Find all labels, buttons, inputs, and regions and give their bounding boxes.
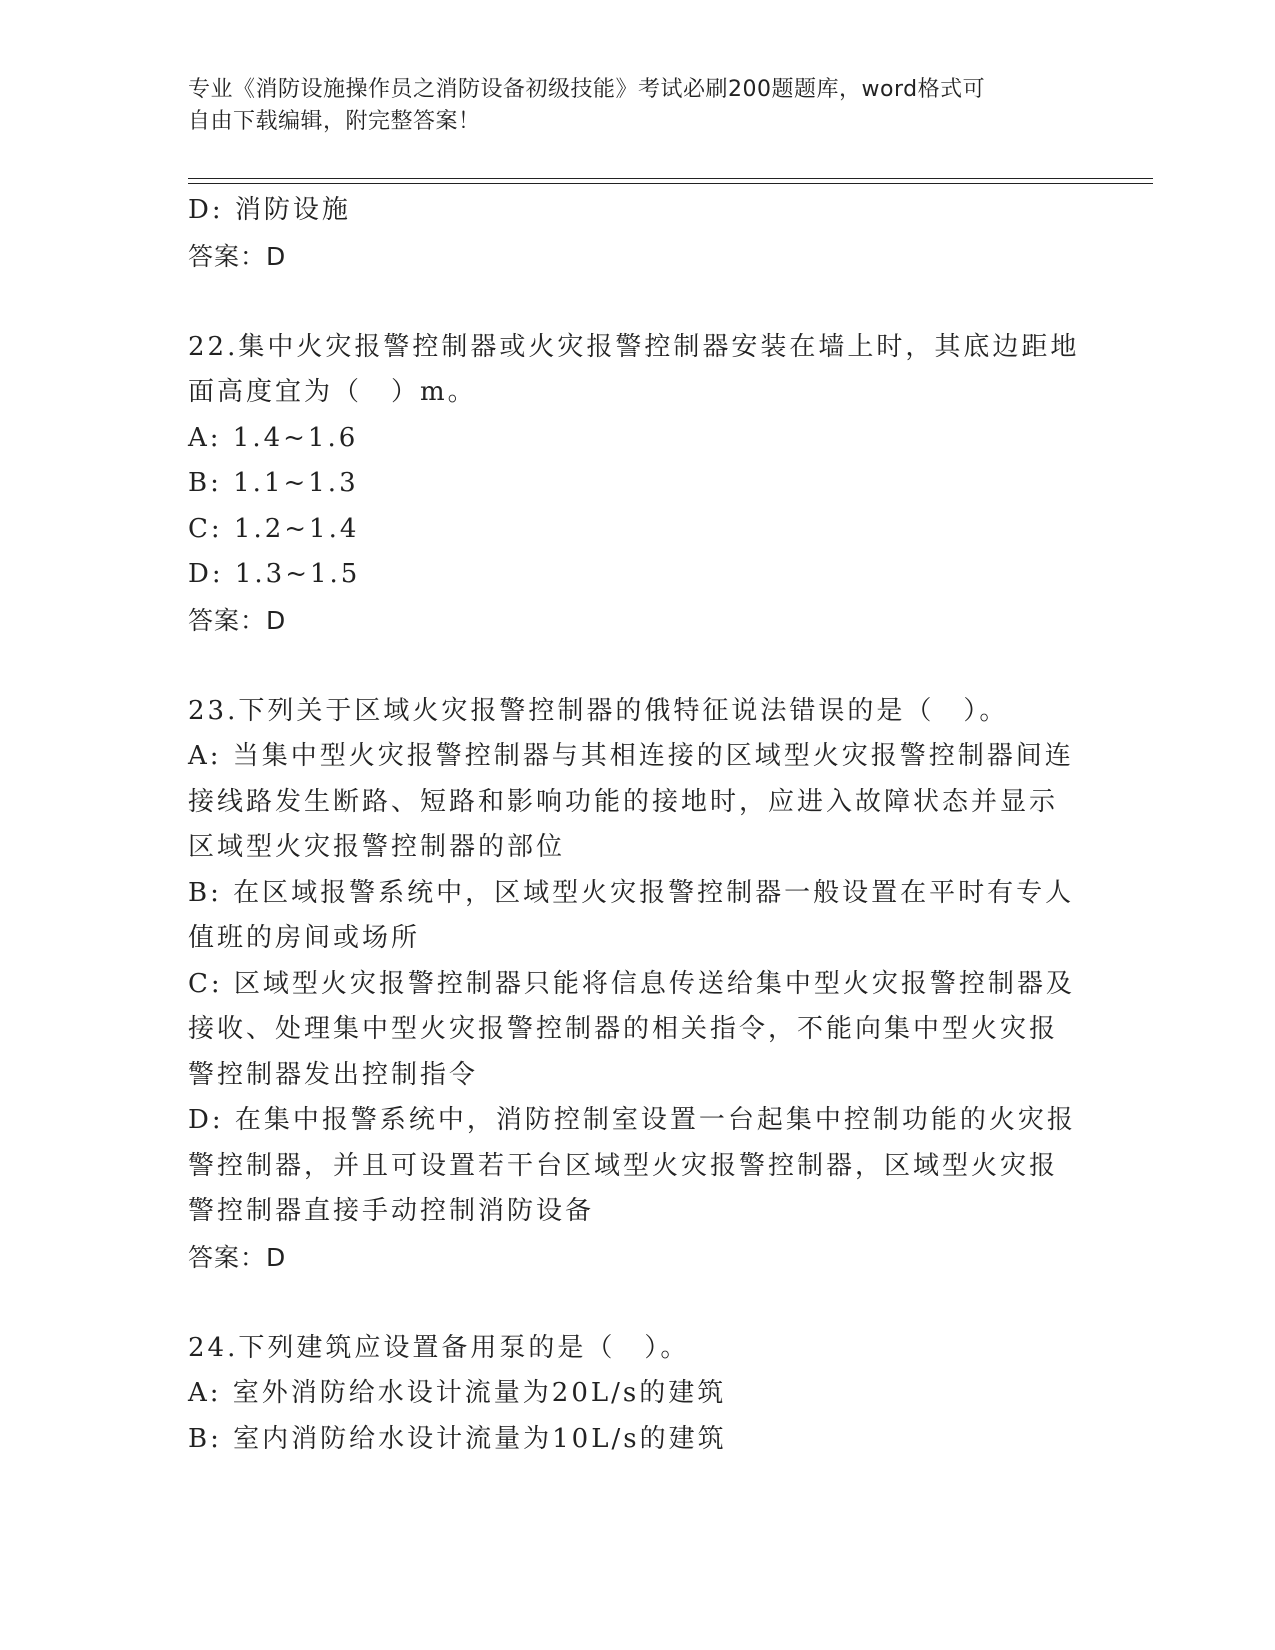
q23-option-a-line-2: 接线路发生断路、短路和影响功能的接地时，应进入故障状态并显示 (188, 786, 1059, 817)
header-divider-top (188, 178, 1153, 179)
q23-option-b-line-1: B: 在区域报警系统中，区域型火灾报警控制器一般设置在平时有专人 (188, 877, 1075, 908)
q22-option-b: B: 1.1~1.3 (188, 468, 359, 498)
prev-option-d: D: 消防设施 (188, 195, 351, 225)
question-22 (188, 325, 1088, 644)
q23-option-d-line-2: 警控制器，并且可设置若干台区域型火灾报警控制器，区域型火灾报 (188, 1150, 1059, 1181)
q23-option-d-line-1: D: 在集中报警系统中，消防控制室设置一台起集中控制功能的火灾报 (188, 1105, 1076, 1135)
question-23 (188, 689, 1088, 1281)
q23-answer: 答案：D (188, 1242, 287, 1272)
blank-line (188, 279, 1088, 325)
q22-answer: 答案：D (188, 605, 287, 635)
q22-stem-line-2: 面高度宜为（ ）m。 (188, 377, 477, 407)
q22-stem-line-1: 22.集中火灾报警控制器或火灾报警控制器安装在墙上时，其底边距地 (188, 331, 1080, 362)
q24-option-b: B: 室内消防给水设计流量为10L/s的建筑 (188, 1423, 727, 1454)
prev-answer: 答案：D (188, 241, 287, 271)
header-line-2: 自由下载编辑，附完整答案！ (188, 109, 481, 134)
question-24 (188, 1326, 1088, 1463)
q23-option-a-line-1: A: 当集中型火灾报警控制器与其相连接的区域型火灾报警控制器间连 (188, 741, 1074, 771)
q23-option-d-line-3: 警控制器直接手动控制消防设备 (188, 1196, 595, 1226)
header-divider-bottom (188, 183, 1153, 184)
page-header (188, 74, 1068, 138)
q22-option-a: A: 1.4~1.6 (188, 422, 359, 453)
blank-line (188, 643, 1088, 689)
document-body (188, 188, 1088, 1462)
blank-line (188, 1280, 1088, 1326)
q22-option-d: D: 1.3~1.5 (188, 559, 361, 589)
q24-option-a: A: 室外消防给水设计流量为20L/s的建筑 (188, 1378, 727, 1408)
q22-option-c: C: 1.2~1.4 (188, 513, 360, 544)
q23-stem: 23.下列关于区域火灾报警控制器的俄特征说法错误的是（ ）。 (188, 695, 1009, 726)
q23-option-c-line-3: 警控制器发出控制指令 (188, 1059, 479, 1090)
q23-option-a-line-3: 区域型火灾报警控制器的部位 (188, 832, 566, 862)
header-line-1: 专业《消防设施操作员之消防设备初级技能》考试必刷200题题库，word格式可 (188, 77, 986, 102)
q23-option-b-line-2: 值班的房间或场所 (188, 923, 421, 953)
q23-option-c-line-1: C: 区域型火灾报警控制器只能将信息传送给集中型火灾报警控制器及 (188, 968, 1075, 999)
q24-stem: 24.下列建筑应设置备用泵的是（ ）。 (188, 1332, 690, 1363)
q23-option-c-line-2: 接收、处理集中型火灾报警控制器的相关指令，不能向集中型火灾报 (188, 1014, 1059, 1044)
